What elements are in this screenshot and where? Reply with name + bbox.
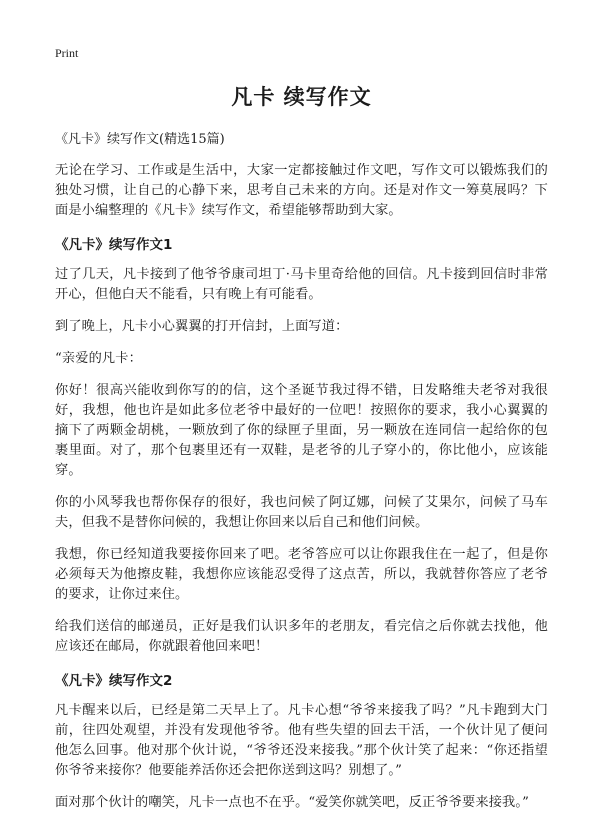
paragraph: 给我们送信的邮递员，正好是我们认识多年的老朋友，看完信之后你就去找他，他应该还在邮局，你就跟着他回来吧！ (55, 619, 548, 654)
paragraph: 你好！很高兴能收到你写的的信，这个圣诞节我过得不错，日发略维夫老爷对我很好，我想，他也许是如此多位老爷中最好的一位吧！按照你的要求，我小心翼翼的摘下了两颗金胡桃，一颗放到了你的绿匣子里面，另一颗放在连同信一起给你的包裹里面。对了，那个包裹里还有一双鞋，是老爷的儿子穿小的，你比他小，应该能穿。 (55, 383, 548, 478)
intro-paragraph: 无论在学习、工作或是生活中，大家一定都接触过作文吧，写作文可以锻炼我们的独处习惯，让自己的心静下来，思考自己未来的方向。还是对作文一筹莫展吗？下面是小编整理的《凡卡》续写作文，希望能够帮助到大家。 (55, 163, 548, 218)
paragraph: 你的小风琴我也帮你保存的很好，我也问候了阿辽娜，问候了艾果尔，问候了马车夫，但我不是替你问候的，我想让你回来以后自己和他们问候。 (55, 495, 548, 530)
section-heading-2: 《凡卡》续写作文2 (55, 673, 173, 689)
paragraph: 过了几天，凡卡接到了他爷爷康司坦丁·马卡里奇给他的回信。凡卡接到回信时非常开心，但他白天不能看，只有晚上有可能看。 (55, 267, 548, 302)
subtitle: 《凡卡》续写作文(精选15篇) (55, 132, 225, 147)
paragraph: “亲爱的凡卡： (55, 351, 142, 366)
paragraph: 我想，你已经知道我要接你回来了吧。老爷答应可以让你跟我住在一起了，但是你必须每天为他擦皮鞋，我想你应该能忍受得了这点苦，所以，我就替你答应了老爷的要求，让你过来住。 (55, 547, 548, 602)
section-heading-1: 《凡卡》续写作文1 (55, 237, 173, 253)
paragraph: 到了晚上，凡卡小心翼翼的打开信封，上面写道： (55, 319, 349, 334)
page-title: 凡卡 续写作文 (231, 85, 372, 109)
paragraph: 面对那个伙计的嘲笑，凡卡一点也不在乎。“爱笑你就笑吧，反正爷爷要来接我。” (55, 795, 529, 810)
print-link[interactable]: Print (55, 46, 79, 60)
paragraph: 凡卡醒来以后，已经是第二天早上了。凡卡心想“爷爷来接我了吗？”凡卡跑到大门前，往四处观望，并没有发现他爷爷。他有些失望的回去干活，一个伙计见了便问他怎么回事。他对那个伙计说，“爷爷还没来接我。”那个伙计笑了起来：“你还指望你爷爷来接你？他要能养活你还会把你送到这吗？别想了。” (55, 703, 548, 778)
